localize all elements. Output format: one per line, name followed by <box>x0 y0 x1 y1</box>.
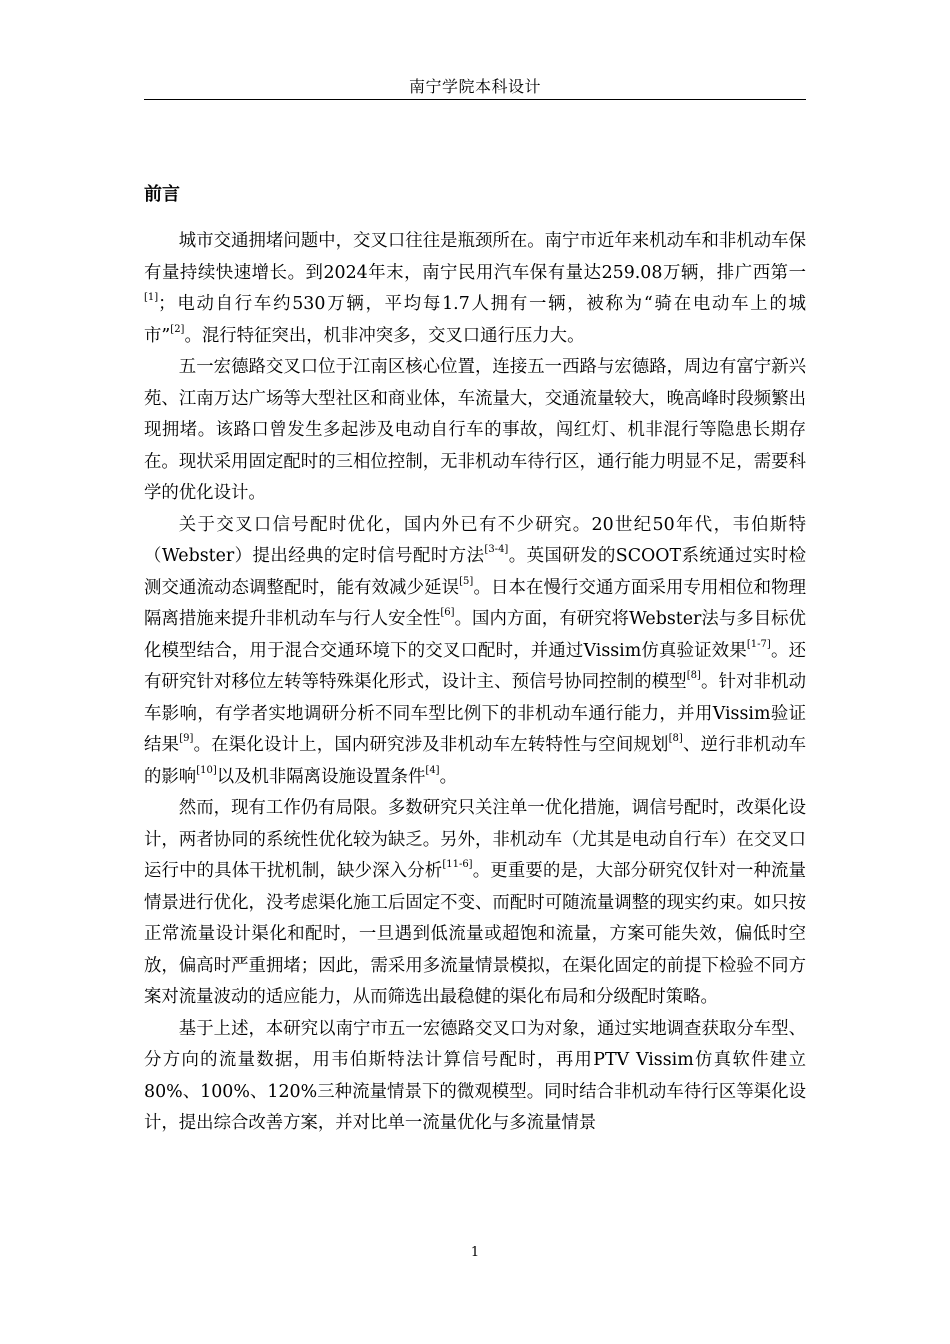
header-divider <box>144 99 806 100</box>
paragraph-text: 。 <box>439 766 457 787</box>
paragraph-text: 基于上述，本研究以南宁市五一宏德路交叉口为对象，通过实地调查获取分车型、分方向的流量数据，用韦伯斯特法计算信号配时，再用PTV Vissim仿真软件建立80%、100%、120%三种流量情景下的微观模型。同时结合非机动车待行区等渠化设计，提出综合改善方案，并对比单一流量优化与多流量情景 <box>144 1018 806 1133</box>
paragraph-text: 。日本在慢行交通方面采用专用相位和物理隔离措施来提升非机动车与行人安全性 <box>144 577 806 629</box>
body-paragraph <box>144 226 806 352</box>
paragraph-text: 。英国研发的SCOOT系统通过实时检测交通流动态调整配时，能有效减少延误 <box>144 546 806 598</box>
citation-ref: [10] <box>196 764 217 776</box>
paragraph-text: 。还有研究针对移位左转等特殊渠化形式，设计主、预信号协同控制的模型 <box>144 640 806 692</box>
paragraph-text: 然而，现有工作仍有局限。多数研究只关注单一优化措施，调信号配时，改渠化设计，两者协同的系统性优化较为缺乏。另外，非机动车（尤其是电动自行车）在交叉口运行中的具体干扰机制，缺少深入分析 <box>144 798 806 881</box>
body-paragraph <box>144 793 806 1014</box>
citation-ref: [6] <box>440 607 455 618</box>
body-paragraph <box>144 352 806 510</box>
paragraph-text: 。国内方面，有研究将Webster法与多目标优化模型结合，用于混合交通环境下的交叉口配时，并通过Vissim仿真验证效果 <box>144 609 806 661</box>
body-text <box>144 226 806 1140</box>
paragraph-text: 关于交叉口信号配时优化，国内外已有不少研究。20世纪50年代，韦伯斯特（Webster）提出经典的定时信号配时方法 <box>144 514 806 566</box>
paragraph-text: 城市交通拥堵问题中，交叉口往往是瓶颈所在。南宁市近年来机动车和非机动车保有量持续快速增长。到2024年末，南宁民用汽车保有量达259.08万辆，排广西第一 <box>144 231 806 283</box>
citation-ref: [9] <box>179 733 194 744</box>
citation-ref: [11-6] <box>442 859 473 870</box>
body-paragraph <box>144 510 806 794</box>
paragraph-text: 五一宏德路交叉口位于江南区核心位置，连接五一西路与宏德路，周边有富宁新兴苑、江南万达广场等大型社区和商业体，车流量大，交通流量较大，晚高峰时段频繁出现拥堵。该路口曾发生多起涉及电动自行车的事故，闯红灯、机非混行等隐患长期存在。现状采用固定配时的三相位控制，无非机动车待行区，通行能力明显不足，需要科学的优化设计。 <box>144 357 806 503</box>
paragraph-text: 。在渠化设计上，国内研究涉及非机动车左转特性与空间规划 <box>193 735 669 755</box>
citation-ref: [8] <box>668 733 683 744</box>
citation-ref: [8] <box>686 670 701 681</box>
paragraph-text: 、逆行非机动车的影响 <box>144 735 806 787</box>
citation-ref: [4] <box>425 764 440 776</box>
body-paragraph <box>144 1014 806 1140</box>
citation-ref: [5] <box>459 575 474 587</box>
page-number: 1 <box>470 1245 480 1260</box>
page-header-title: 南宁学院本科设计 <box>408 77 541 96</box>
citation-ref: [2] <box>170 323 185 335</box>
paragraph-text: 。针对非机动车影响，有学者实地调研分析不同车型比例下的非机动车通行能力，并用Vissim验证结果 <box>144 672 806 755</box>
citation-ref: [1-7] <box>746 638 771 650</box>
paragraph-text: ；电动自行车约530万辆，平均每1.7人拥有一辆，被称为“骑在电动车上的城市” <box>144 294 806 346</box>
section-title: 前言 <box>144 184 180 205</box>
citation-ref: [1] <box>144 292 159 303</box>
paragraph-text: 。更重要的是，大部分研究仅针对一种流量情景进行优化，没考虑渠化施工后固定不变、而配时可随流量调整的现实约束。如只按正常流量设计渠化和配时，一旦遇到低流量或超饱和流量，方案可能失效，偏低时空放，偏高时严重拥堵；因此，需采用多流量情景模拟，在渠化固定的前提下检验不同方案对流量波动的适应能力，从而筛选出最稳健的渠化布局和分级配时策略。 <box>144 861 806 1007</box>
paragraph-text: 以及机非隔离设施设置条件 <box>216 766 426 787</box>
paragraph-text: 。混行特征突出，机非冲突多，交叉口通行压力大。 <box>184 325 585 346</box>
citation-ref: [3-4] <box>484 544 509 555</box>
